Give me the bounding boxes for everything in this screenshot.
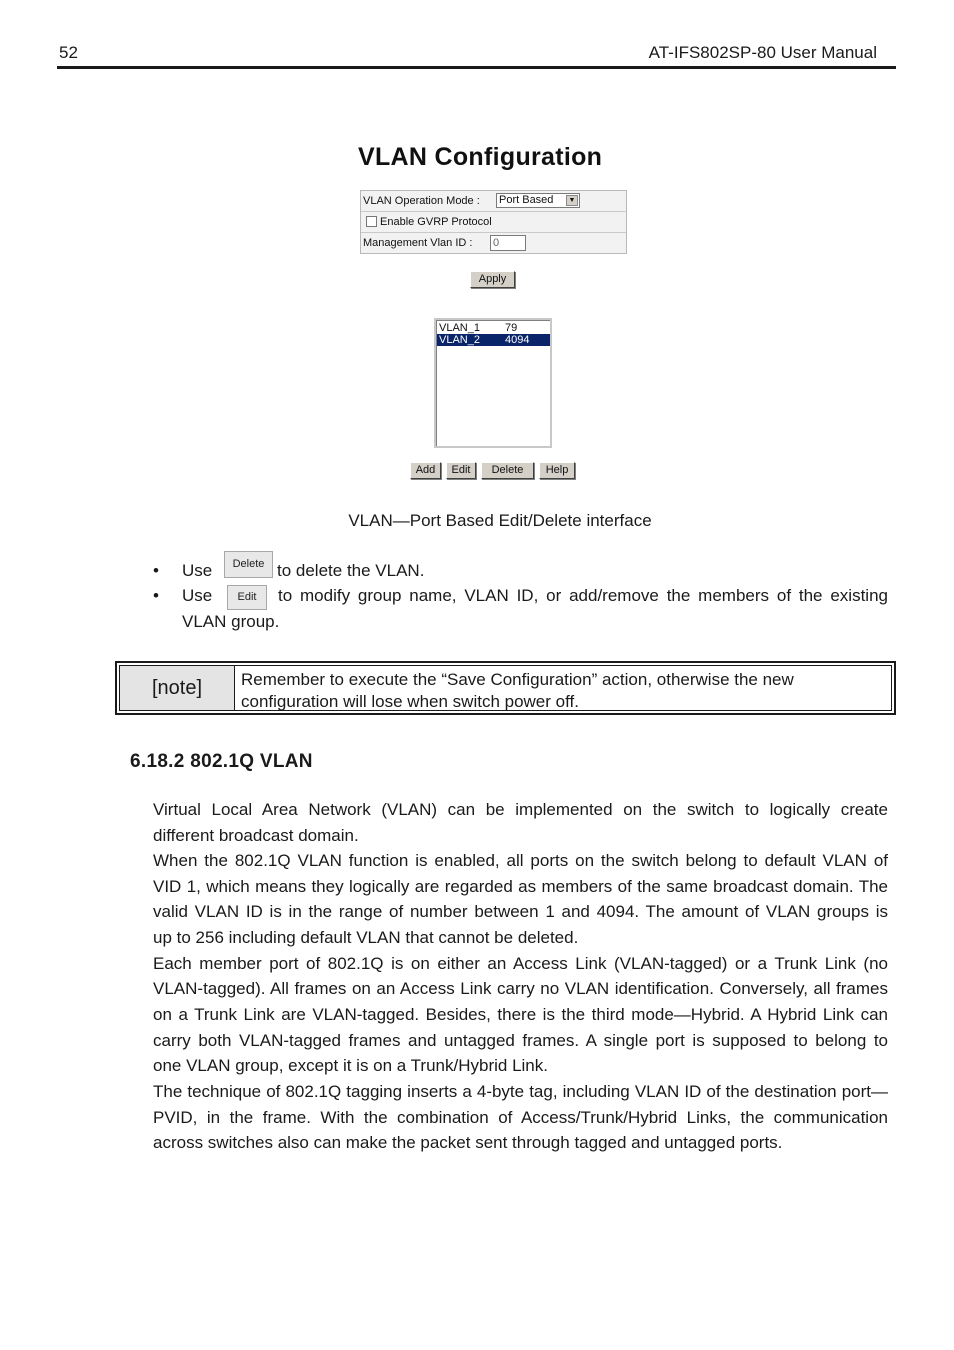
note-box [115, 661, 896, 715]
body-line: carry both VLAN-tagged frames and untagged frames. A single port is supposed to belong to [153, 1031, 888, 1050]
mgmt-vlan-row [361, 233, 626, 253]
running-title: AT-IFS802SP-80 User Manual [648, 43, 877, 62]
chevron-down-icon: ▼ [566, 195, 578, 206]
body-line: VLAN-tagged). All frames on an Access Link carry no VLAN identification. Conversely, all frames [153, 979, 888, 998]
bullet-marker: • [153, 561, 159, 580]
operation-mode-label: VLAN Operation Mode : [363, 195, 480, 207]
vlan-id: 79 [505, 322, 518, 334]
body-line: across switches also can make the packet sent through tagged and untagged ports. [153, 1133, 783, 1152]
edit-button[interactable]: Edit [446, 462, 476, 479]
section-heading: 6.18.2 802.1Q VLAN [130, 751, 313, 772]
add-button[interactable]: Add [410, 462, 441, 479]
bullet-use-text: Use [182, 586, 213, 605]
body-line: different broadcast domain. [153, 826, 359, 845]
gvrp-checkbox[interactable] [366, 216, 377, 227]
vlan-name: VLAN_2 [439, 334, 480, 346]
vlan-name: VLAN_1 [439, 322, 480, 334]
mgmt-vlan-label: Management Vlan ID : [363, 237, 473, 249]
vlan-id: 4094 [505, 334, 530, 346]
body-line: up to 256 including default VLAN that cannot be deleted. [153, 928, 579, 947]
apply-button[interactable]: Apply [470, 271, 515, 288]
bullet-text-continued: VLAN group. [182, 612, 280, 631]
body-line: one VLAN group, except it is on a Trunk/Hybrid Link. [153, 1056, 548, 1075]
inline-edit-button: Edit [227, 585, 267, 610]
vlan-list-item[interactable] [437, 322, 550, 334]
note-text [241, 669, 881, 713]
note-box-inner [119, 665, 892, 711]
note-line: configuration will lose when switch power off. [241, 692, 579, 711]
body-line: on a Trunk Link are VLAN-tagged. Besides, there is the third mode—Hybrid. A Hybrid Link can [153, 1005, 888, 1024]
bullet-marker: • [153, 586, 159, 605]
operation-mode-row [361, 191, 626, 212]
note-line: Remember to execute the “Save Configuration” action, otherwise the new [241, 670, 794, 689]
body-line: When the 802.1Q VLAN function is enabled, all ports on the switch belong to default VLAN of [153, 851, 888, 870]
vlan-list-item-selected[interactable] [437, 334, 550, 346]
operation-mode-value: Port Based [499, 194, 554, 206]
body-line: PVID, in the frame. With the combination of Access/Trunk/Hybrid Links, the communication [153, 1108, 888, 1127]
body-line: VID 1, which means they logically are regarded as members of the same broadcast domain. The [153, 877, 888, 896]
help-button[interactable]: Help [539, 462, 575, 479]
figure-title: VLAN Configuration [358, 143, 603, 171]
page-header [57, 43, 895, 65]
mgmt-vlan-input[interactable]: 0 [490, 235, 526, 251]
body-line: Virtual Local Area Network (VLAN) can be implemented on the switch to logically create [153, 800, 888, 819]
figure-caption-text: VLAN—Port Based Edit/Delete interface [348, 511, 652, 530]
vlan-config-table [360, 190, 627, 254]
bullet-use-text: Use [182, 561, 213, 580]
figure-caption [0, 511, 954, 531]
gvrp-row [361, 212, 626, 233]
header-rule [57, 66, 896, 69]
body-line: The technique of 802.1Q tagging inserts a 4-byte tag, including VLAN ID of the destination port— [153, 1082, 888, 1101]
inline-delete-button: Delete [224, 551, 273, 578]
page-number: 52 [59, 43, 78, 62]
delete-button[interactable]: Delete [481, 462, 534, 479]
bullet-text: to delete the VLAN. [277, 561, 425, 580]
vlan-listbox[interactable] [434, 318, 552, 448]
body-line: Each member port of 802.1Q is on either an Access Link (VLAN-tagged) or a Trunk Link (no [153, 954, 888, 973]
body-line: valid VLAN ID is in the range of number between 1 and 4094. The amount of VLAN groups is [153, 902, 888, 921]
note-label: [note] [120, 666, 235, 710]
gvrp-label: Enable GVRP Protocol [380, 216, 492, 228]
operation-mode-select[interactable] [496, 193, 580, 208]
bullet-text: to modify group name, VLAN ID, or add/remove the members of the existing [278, 586, 888, 605]
